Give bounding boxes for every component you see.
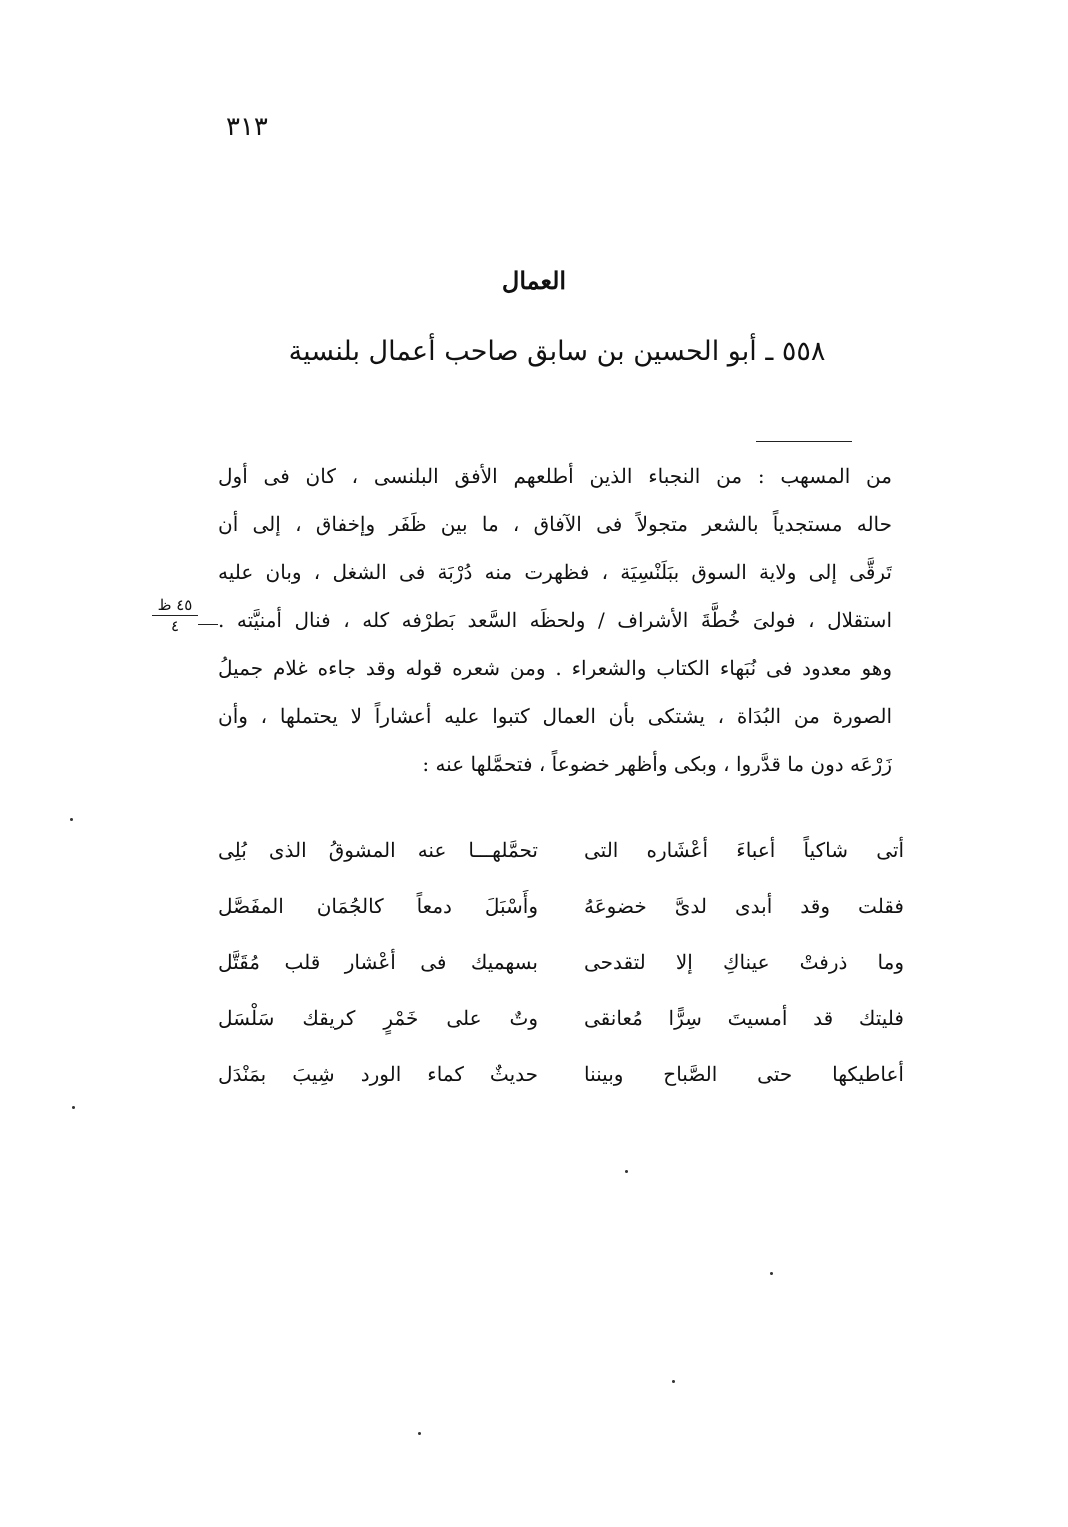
poem-verse <box>218 822 904 878</box>
scan-speck <box>72 1106 75 1109</box>
second-hemistich: وتٌ على خَمْرٍ كريقك سَلْسَل <box>218 1006 538 1030</box>
first-hemistich: وما ذرفتْ عيناكِ إلا لتقدحى <box>584 950 904 974</box>
second-hemistich: وأَسْبَلَ دمعاً كالجُمَان المفَصَّل <box>218 894 538 918</box>
first-hemistich: أعاطيكها حتى الصَّباح وبيننا <box>584 1062 904 1086</box>
first-hemistich: أتى شاكياً أعباءَ أعْشَاره التى <box>584 838 904 862</box>
prose-line: تَرقَّى إلى ولاية السوق ببَلَنْسِيَة ، فظهرت منه دُرْبَة فى الشغل ، وبان عليه <box>218 560 892 584</box>
margin-dash <box>198 624 218 625</box>
prose-line: وهو معدود فى نُبَهاء الكتاب والشعراء . ومن شعره قوله وقد جاءه غلام جميلُ <box>218 656 892 680</box>
header-rule <box>756 441 852 442</box>
entry-heading: ٥٥٨ ـ أبو الحسين بن سابق صاحب أعمال بلنسية <box>288 336 826 367</box>
scan-speck <box>70 818 73 821</box>
poem-verse <box>218 990 904 1046</box>
second-hemistich: حديثٌ كماء الورد شِيبَ بمَنْدَل <box>218 1062 538 1086</box>
folio-numerator: ٤٥ ظ <box>152 596 198 616</box>
second-hemistich: تحمَّلهـــا عنه المشوقُ الذى بُلِى <box>218 838 538 862</box>
poem-verse <box>218 1046 904 1102</box>
first-hemistich: فقلت وقد أبدى لدىَّ خضوعَهُ <box>584 894 904 918</box>
poem-verse <box>218 934 904 990</box>
page-number: ٣١٣ <box>226 112 268 142</box>
first-hemistich: فليتك قد أمسيتَ سِرًّا مُعانقى <box>584 1006 904 1030</box>
section-title: العمال <box>501 266 567 295</box>
prose-line: الصورة من البُدَاة ، يشتكى بأن العمال كتبوا عليه أعشاراً لا يحتملها ، وأن <box>218 704 892 728</box>
poem <box>218 822 904 1102</box>
poem-verse <box>218 878 904 934</box>
prose-line: حاله مستجدياً بالشعر متجولاً فى الآفاق ، ما بين ظَفَر وإخفاق ، إلى أن <box>218 512 892 536</box>
scan-speck <box>770 1272 773 1275</box>
prose-line: استقلال ، فولىَ خُطَّةَ الأشراف / ولحظَه السَّعد بَطرْفه كله ، فنال أمنيَّته . <box>218 608 892 632</box>
prose-paragraph <box>218 452 892 788</box>
scan-speck <box>625 1170 628 1173</box>
second-hemistich: بسهميك فى أعْشار قلب مُقَتَّل <box>218 950 538 974</box>
prose-line: من المسهب : من النجباء الذين أطلعهم الأفق البلنسى ، كان فى أول <box>218 464 892 488</box>
scan-speck <box>418 1432 421 1435</box>
margin-folio-note <box>152 596 198 635</box>
folio-denominator: ٤ <box>170 617 180 635</box>
scan-speck <box>672 1380 675 1383</box>
prose-line: زَرْعَه دون ما قدَّروا ، وبكى وأظهر خضوعاً ، فتحمَّلها عنه : <box>422 752 892 776</box>
